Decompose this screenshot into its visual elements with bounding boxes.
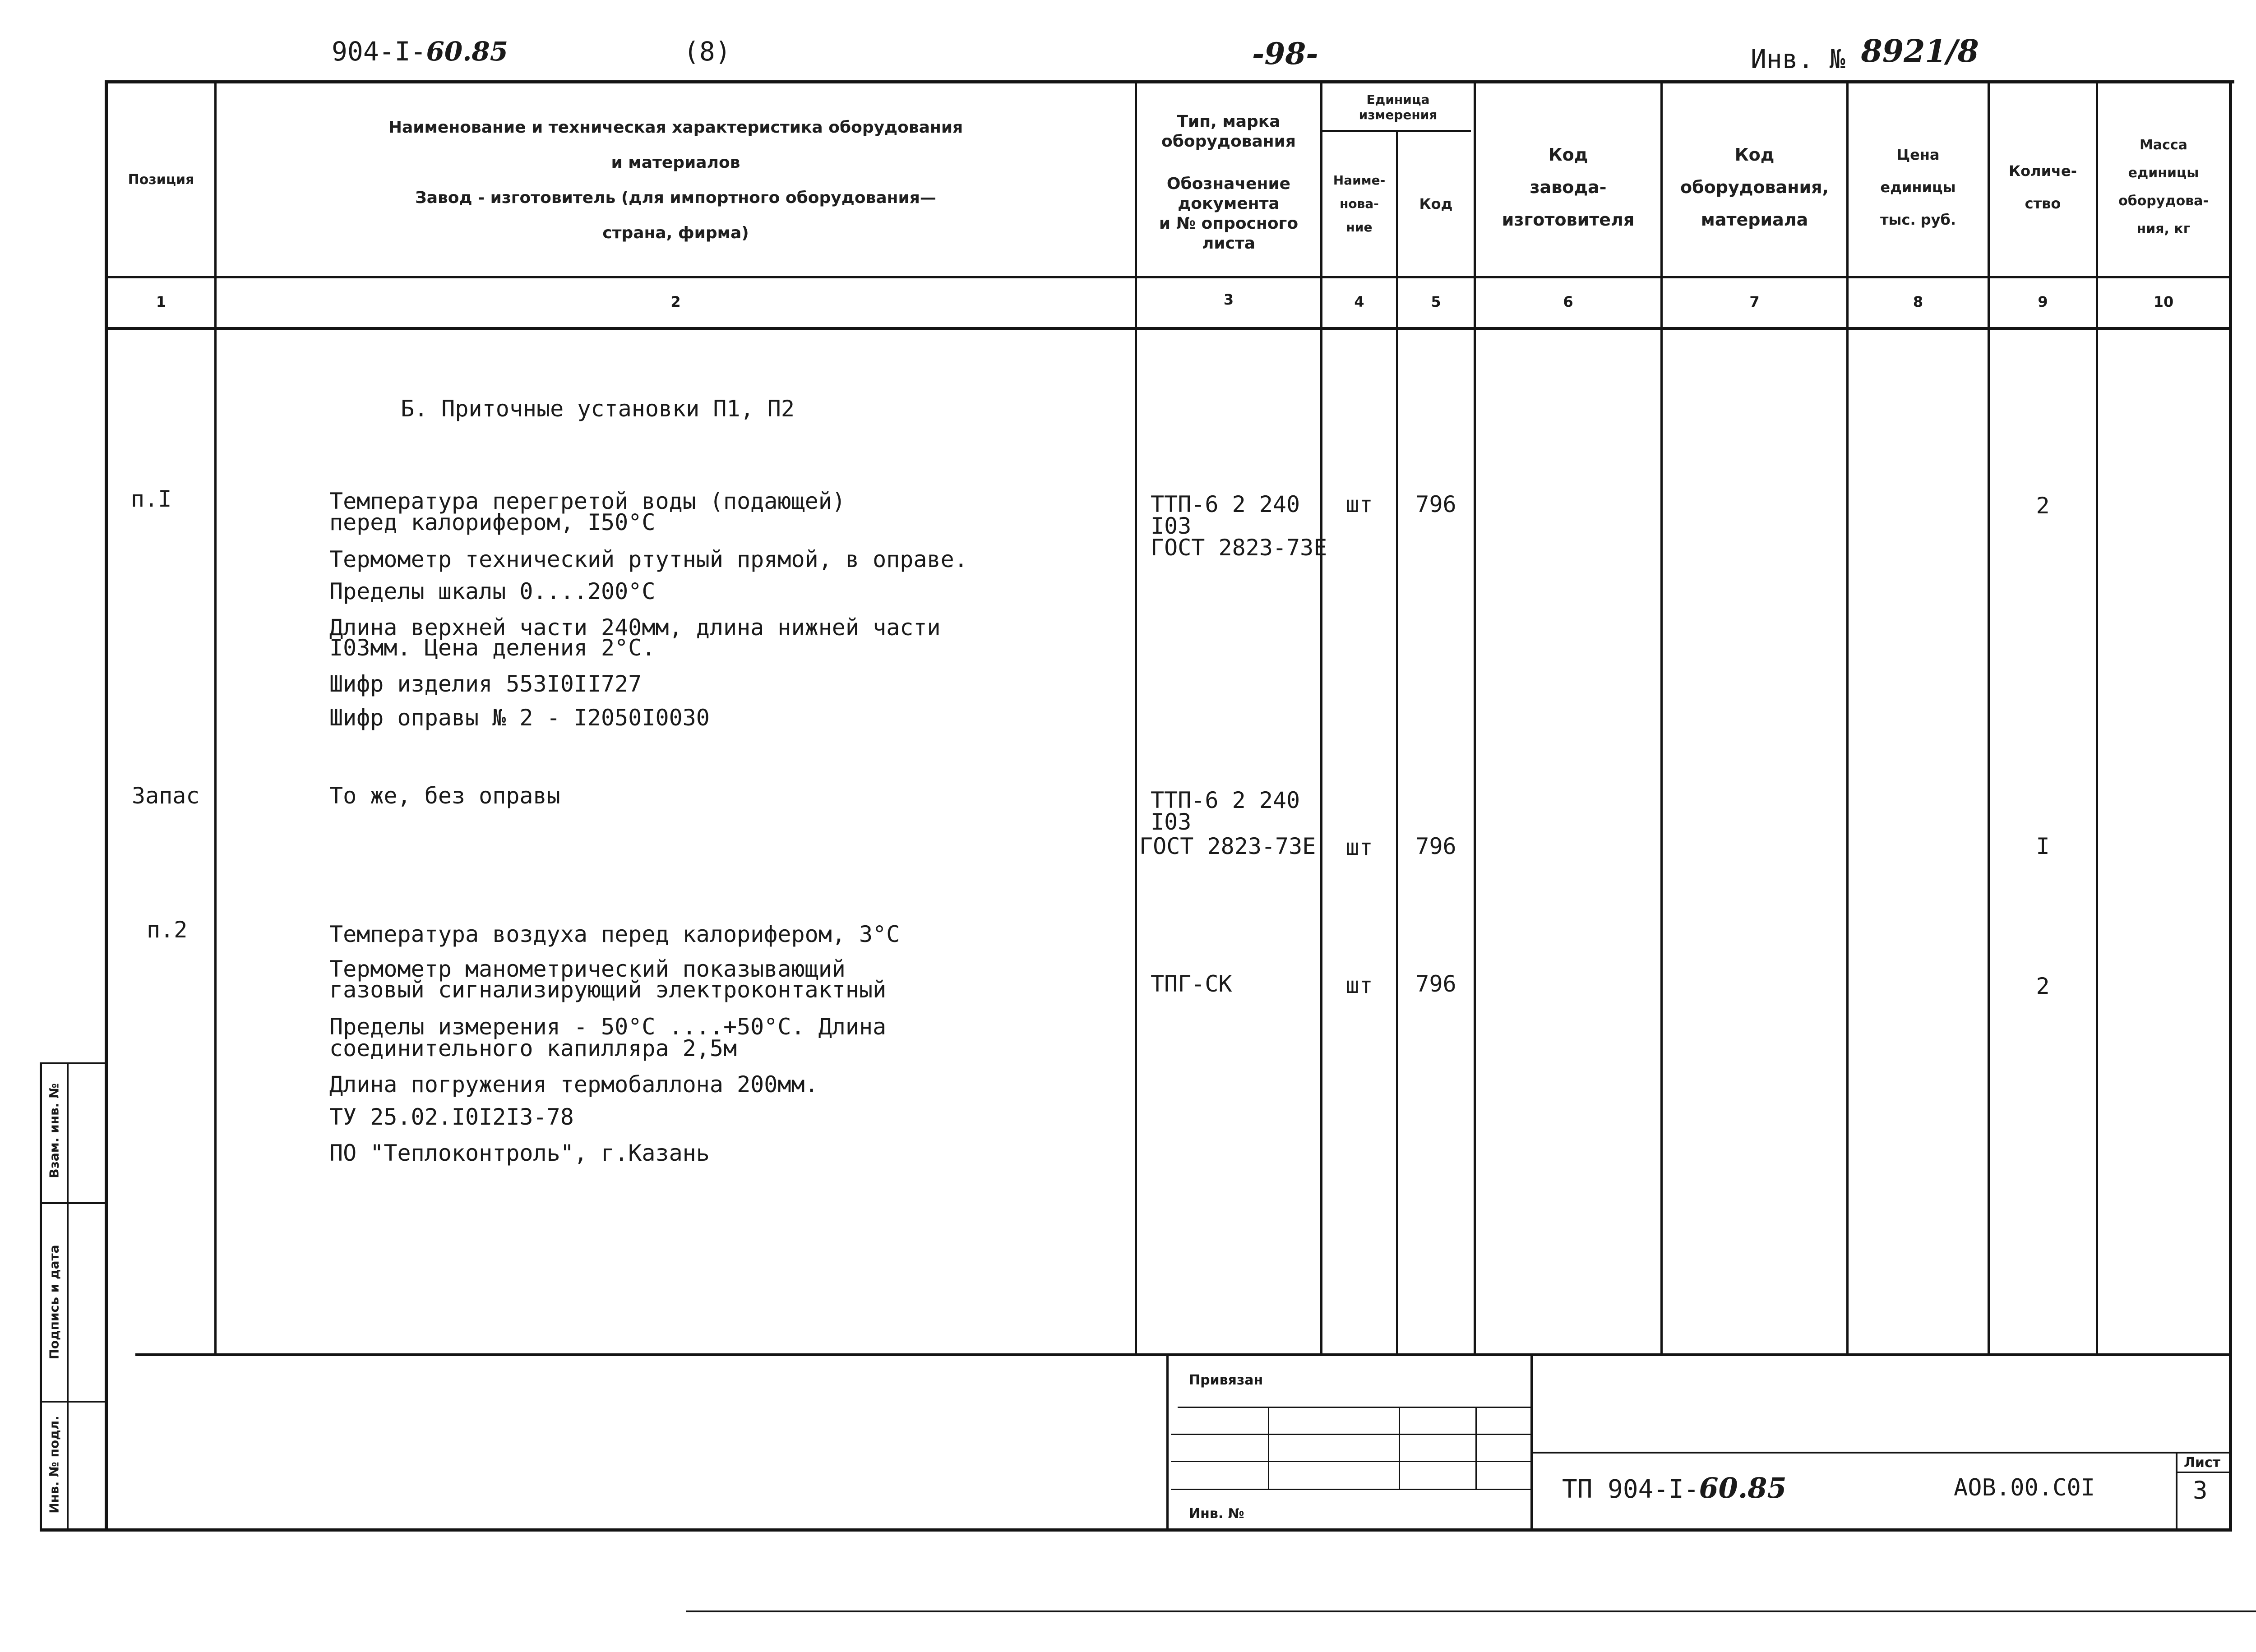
header-unit-code: Код [1419,195,1453,212]
row3-text-2: Термометр манометрический показывающий [329,956,846,982]
footer-doc-code: ТП 904-I-60.85 [1562,1472,1787,1504]
row1-text-4: Пределы шкалы 0....200°С [329,578,656,605]
header-type: Тип, марка оборудования Обозначение документа и № опросного листа [1159,112,1299,253]
row1-code: 796 [1415,491,1456,517]
row3-quantity: 2 [2036,973,2050,999]
row2-type-1: ТТП-6 2 240 [1151,787,1300,813]
row2-quantity: I [2036,833,2050,859]
privyazan-col-2 [1399,1407,1400,1490]
col-number: 10 [2153,293,2174,310]
row3-text-5: соединительного капилляра 2,5м [329,1035,737,1061]
header-name: Наименование и техническая характеристика оборудования и материалов Завод - изготовитель (для импортного оборудования— страна, фирма) [388,118,963,242]
header-price: Цена единицы тыс. руб. [1880,146,1956,228]
row2-text: То же, без оправы [329,783,560,809]
row1-unit: шт [1345,491,1373,517]
col-number: 6 [1563,293,1573,310]
side-inv-podl: Инв. № подл. [46,1416,62,1514]
row1-text-2: перед калорифером, I50°С [329,509,656,535]
side-podpis: Подпись и дата [46,1245,62,1360]
header-mass: Масса единицы оборудова- ния, кг [2118,137,2209,237]
row1-text-6: I03мм. Цена деления 2°С. [329,635,656,661]
col-number: 5 [1431,293,1441,310]
col-line-7 [1846,80,1849,1355]
inventory-number: Инв. № 8921/8 [1751,33,1979,74]
row1-text-3: Термометр технический ртутный прямой, в оправе. [329,546,968,572]
col-line-9 [2096,80,2098,1355]
col-line-2 [1135,80,1137,1355]
row1-type-2: I03 [1151,513,1192,539]
row3-text-1: Температура воздуха перед калорифером, 3°С [329,921,900,947]
row3-text-8: ПО "Теплоконтроль", г.Казань [329,1140,710,1166]
side-stamp-divider [67,1062,69,1532]
col-line-1 [214,80,217,1355]
sheet-box-left [2176,1454,2177,1530]
row3-code: 796 [1415,971,1456,997]
col-number: 9 [2038,293,2048,310]
frame-bottom [41,1528,2232,1532]
header-factory-code: Код завода- изготовителя [1502,145,1635,230]
privyazan-right [1530,1353,1533,1529]
row1-text-8: Шифр оправы № 2 - I2050I0030 [329,705,710,731]
row3-text-6: Длина погружения термобаллона 200мм. [329,1071,818,1098]
privyazan-col-1 [1268,1407,1269,1490]
row3-unit: шт [1345,972,1373,998]
side-vzam: Взам. инв. № [46,1083,62,1178]
col-number: 8 [1913,293,1923,310]
numbers-bottom-line [105,327,2232,330]
row1-text-7: Шифр изделия 553I0II727 [329,671,642,697]
side-stamp-line-1 [40,1202,107,1204]
col-number: 7 [1749,293,1760,310]
header-unit-name: Наиме- нова- ние [1333,173,1386,235]
privyazan-col-3 [1475,1407,1477,1490]
sheet-number: 3 [2193,1476,2208,1504]
row1-text-1: Температура перегретой воды (подающей) [329,488,846,514]
frame-left [105,80,108,1531]
row2-position: Запас [132,783,200,809]
side-stamp-left [40,1062,42,1532]
col-number: 1 [156,293,166,310]
row1-position: п.I [131,486,172,512]
row3-text-4: Пределы измерения - 50°С ....+50°С. Длина [329,1014,887,1040]
row1-type-3: ГОСТ 2823-73Е [1151,535,1327,561]
footer-top-line [135,1353,2232,1356]
col-line-4 [1396,130,1398,1355]
col-number: 3 [1223,291,1234,308]
row3-type: ТПГ-СК [1151,971,1232,997]
row3-text-7: ТУ 25.02.I0I2I3-78 [329,1104,574,1130]
row1-type-1: ТТП-6 2 240 [1151,491,1300,517]
row1-quantity: 2 [2036,493,2050,519]
row2-type-2: I03 [1151,809,1192,835]
col-line-8 [1988,80,1990,1355]
col-number: 4 [1354,293,1364,310]
col-number: 2 [670,293,681,310]
frame-right [2229,80,2232,1531]
privyazan-line-1 [1178,1407,1530,1408]
sheet-box-line [2177,1472,2229,1473]
frame-top [105,80,2234,83]
row3-text-3: газовый сигнализирующий электроконтактный [329,977,887,1003]
col-line-5 [1474,80,1476,1355]
row2-type-3: ГОСТ 2823-73Е [1139,833,1316,859]
section-title: Б. Приточные установки П1, П2 [401,396,795,422]
footer-code: АОВ.00.С0I [1954,1474,2095,1501]
header-unit-group: Единица измерения [1359,92,1438,122]
header-quantity: Количе- ство [2009,162,2077,212]
row2-code: 796 [1415,833,1456,859]
row2-unit: шт [1345,834,1373,860]
privyazan-label: Привязан [1189,1372,1263,1388]
doc-number: 904-I-60.85 [332,36,509,67]
row3-position: п.2 [147,917,188,943]
sheet-label: Лист [2184,1455,2221,1471]
header-bottom-line [105,276,2232,278]
page-number: -98- [1252,36,1318,71]
row1-text-5: Длина верхней части 240мм, длина нижней части [329,614,941,641]
outer-bottom [686,1610,2256,1612]
col-line-6 [1660,80,1663,1355]
header-equipment-code: Код оборудования, материала [1680,145,1829,230]
sheet-paren: (8) [684,36,731,67]
inv-no-label: Инв. № [1189,1506,1244,1522]
privyazan-left [1166,1353,1169,1529]
code-block-top [1533,1452,2232,1454]
header-position: Позиция [128,172,194,188]
